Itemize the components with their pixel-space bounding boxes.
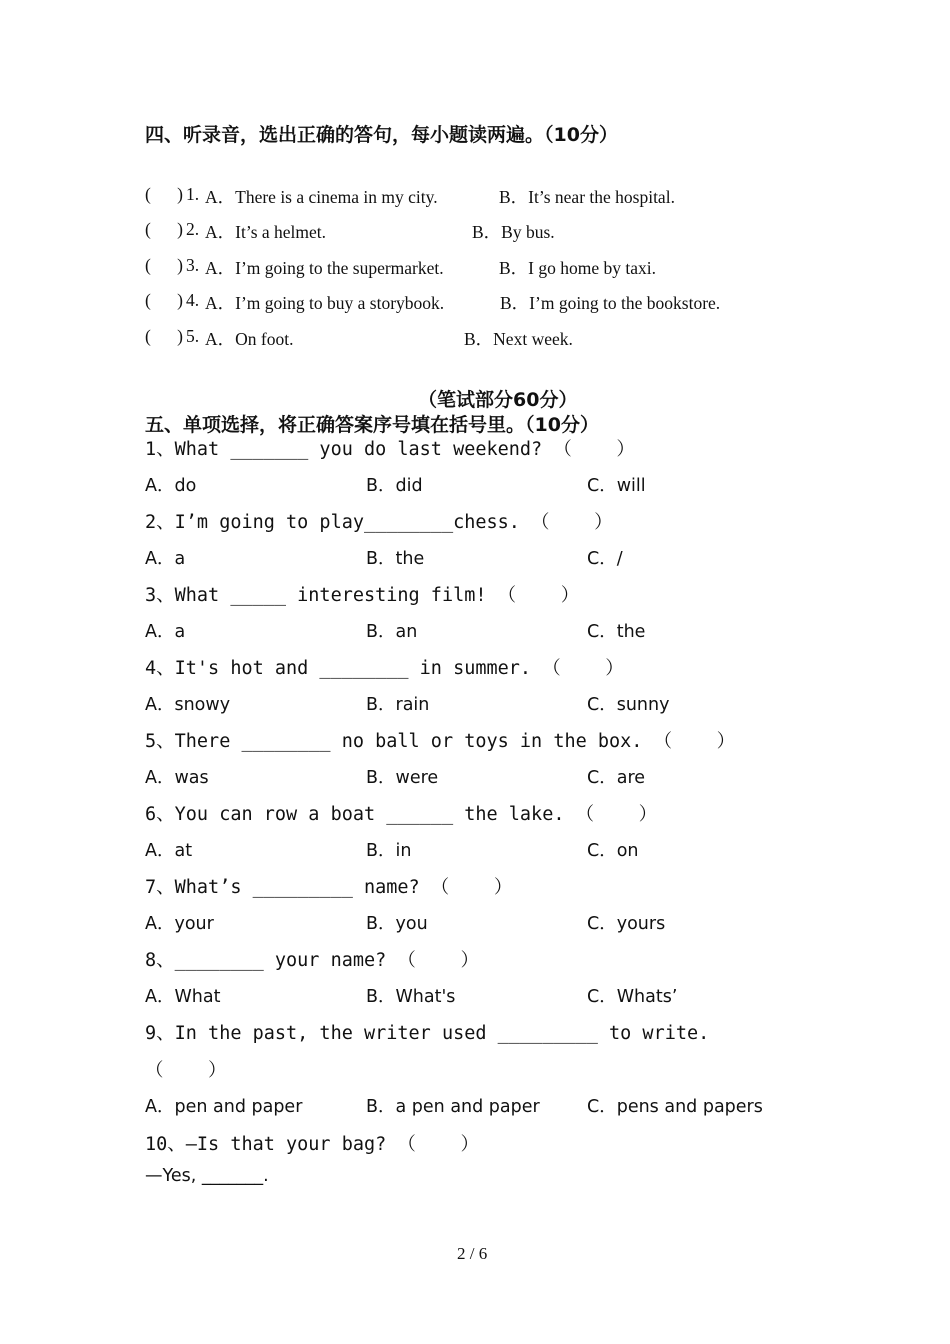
listen-item-3-paren: ( ) bbox=[145, 255, 183, 275]
question-9-option-a: A．pen and paper bbox=[145, 1097, 303, 1117]
question-6-option-b: B．in bbox=[366, 841, 412, 861]
listen-item-4-number: 4. bbox=[186, 290, 200, 310]
written-part-label: （笔试部分60分） bbox=[418, 389, 578, 411]
question-1-text: 1、What _______ you do last weekend? （ ） bbox=[145, 439, 635, 460]
question-4-text: 4、It's hot and ________ in summer. （ ） bbox=[145, 658, 624, 679]
question-6-option-c: C．on bbox=[587, 841, 639, 861]
question-7-option-c: C．yours bbox=[587, 914, 666, 934]
question-8-option-a: A．What bbox=[145, 987, 221, 1007]
listen-item-1-number: 1. bbox=[186, 184, 200, 204]
question-6-text: 6、You can row a boat ______ the lake. （ ） bbox=[145, 804, 658, 825]
question-1-option-a: A．do bbox=[145, 476, 197, 496]
question-2-option-a: A．a bbox=[145, 549, 186, 569]
question-9-option-c: C．pens and papers bbox=[587, 1097, 763, 1117]
listen-item-2-option-a: A．It’s a helmet. bbox=[205, 222, 327, 242]
question-4-option-c: C．sunny bbox=[587, 695, 670, 715]
listen-item-1-paren: ( ) bbox=[145, 184, 183, 204]
question-5-option-b: B．were bbox=[366, 768, 439, 788]
listen-item-3-option-b: B．I go home by taxi. bbox=[499, 258, 656, 278]
listen-item-2-number: 2. bbox=[186, 219, 200, 239]
question-3-option-a: A．a bbox=[145, 622, 186, 642]
question-3-option-b: B．an bbox=[366, 622, 418, 642]
listen-item-3-option-a: A．I’m going to the supermarket. bbox=[205, 258, 444, 278]
question-6-option-a: A．at bbox=[145, 841, 193, 861]
question-10-answer: —Yes, _______. bbox=[145, 1166, 269, 1186]
question-5-option-c: C．are bbox=[587, 768, 646, 788]
listen-item-5-paren: ( ) bbox=[145, 326, 183, 346]
question-9-text: 9、In the past, the writer used _________ to write. bbox=[145, 1023, 710, 1044]
question-5-option-a: A．was bbox=[145, 768, 209, 788]
listen-item-5-option-b: B．Next week. bbox=[464, 329, 573, 349]
question-8-text: 8、________ your name? （ ） bbox=[145, 950, 479, 971]
question-4-option-a: A．snowy bbox=[145, 695, 231, 715]
question-9-answer-paren: （ ） bbox=[145, 1060, 227, 1081]
question-2-option-c: C．/ bbox=[587, 549, 623, 569]
question-7-text: 7、What’s _________ name? （ ） bbox=[145, 877, 513, 898]
listen-item-5-number: 5. bbox=[186, 326, 200, 346]
listen-item-2-paren: ( ) bbox=[145, 219, 183, 239]
page-number: 2 / 6 bbox=[457, 1244, 488, 1263]
question-8-option-c: C．Whats’ bbox=[587, 987, 678, 1007]
question-2-option-b: B．the bbox=[366, 549, 425, 569]
question-1-option-b: B．did bbox=[366, 476, 423, 496]
question-3-option-c: C．the bbox=[587, 622, 646, 642]
question-1-option-c: C．will bbox=[587, 476, 646, 496]
question-5-text: 5、There ________ no ball or toys in the box. （ ） bbox=[145, 731, 736, 752]
question-7-option-a: A．your bbox=[145, 914, 214, 934]
listen-item-1-option-a: A．There is a cinema in my city. bbox=[205, 187, 438, 207]
section4-heading: 四、听录音，选出正确的答句，每小题读两遍。（10分） bbox=[145, 124, 618, 146]
question-7-option-b: B．you bbox=[366, 914, 428, 934]
section5-heading: 五、单项选择，将正确答案序号填在括号里。（10分） bbox=[145, 414, 599, 436]
listen-item-2-option-b: B．By bus. bbox=[472, 222, 555, 242]
listen-item-4-option-a: A．I’m going to buy a storybook. bbox=[205, 293, 445, 313]
question-9-option-b: B．a pen and paper bbox=[366, 1097, 540, 1117]
question-10-text: 10、—Is that your bag? （ ） bbox=[145, 1134, 479, 1155]
question-8-option-b: B．What's bbox=[366, 987, 456, 1007]
question-4-option-b: B．rain bbox=[366, 695, 430, 715]
listen-item-3-number: 3. bbox=[186, 255, 200, 275]
question-3-text: 3、What _____ interesting film! （ ） bbox=[145, 585, 580, 606]
listen-item-4-option-b: B．I’m going to the bookstore. bbox=[500, 293, 721, 313]
question-2-text: 2、I’m going to play________chess. （ ） bbox=[145, 512, 613, 533]
listen-item-1-option-b: B．It’s near the hospital. bbox=[499, 187, 675, 207]
listen-item-5-option-a: A．On foot. bbox=[205, 329, 294, 349]
listen-item-4-paren: ( ) bbox=[145, 290, 183, 310]
